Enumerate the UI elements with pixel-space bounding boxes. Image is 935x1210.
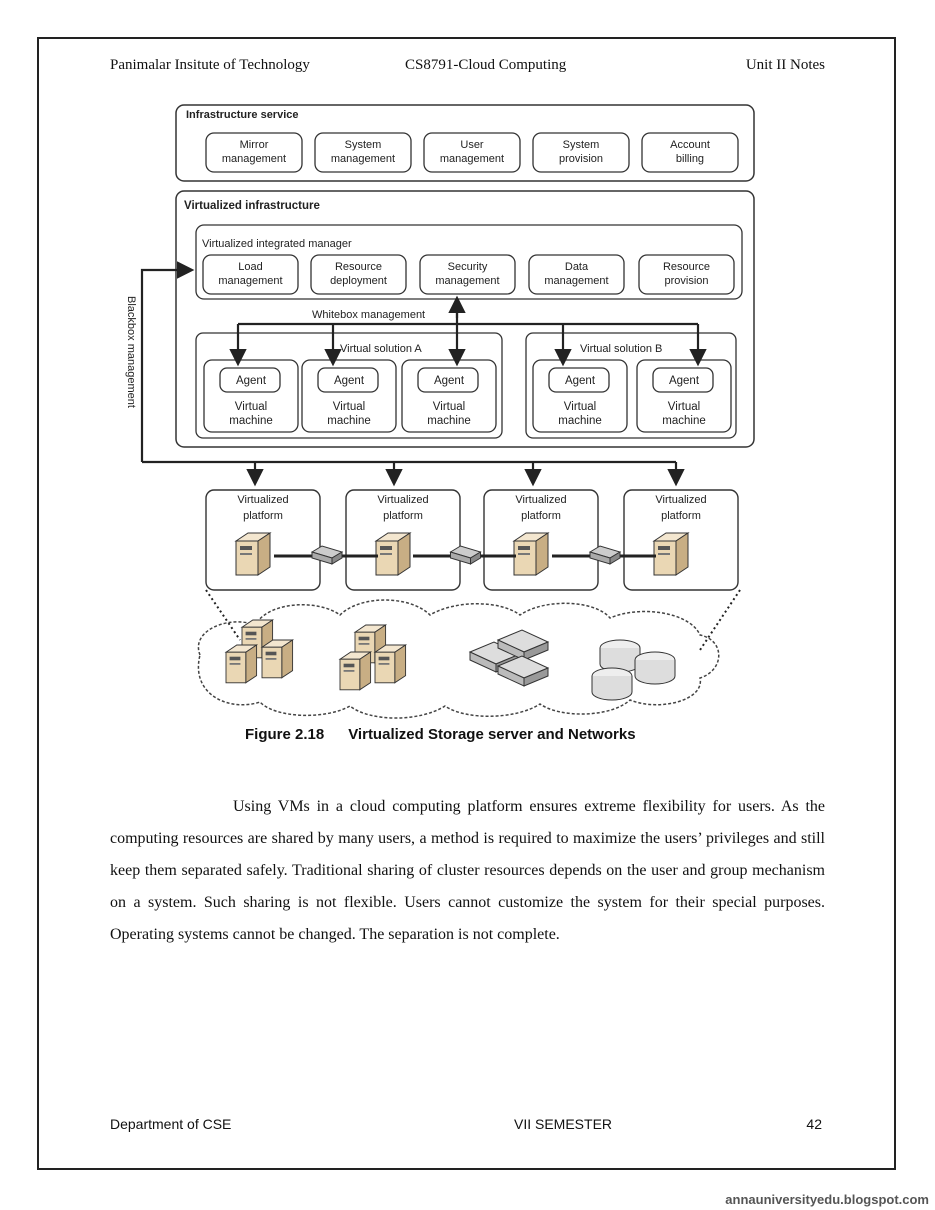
platform-label-line-1: Virtualized bbox=[515, 494, 567, 506]
vm-label-line-1: Virtual bbox=[332, 401, 366, 413]
agent-label: Agent bbox=[235, 375, 267, 387]
vm-label-line-1: Virtual bbox=[667, 401, 701, 413]
agent-label: Agent bbox=[564, 375, 596, 387]
infra-service-item-1 bbox=[206, 133, 302, 172]
platform-label-line-2: platform bbox=[383, 510, 423, 522]
infra-service-item-5-line-1: Account bbox=[670, 139, 710, 151]
server-icon bbox=[375, 645, 406, 683]
figure-title: Virtualized Storage server and Networks bbox=[348, 726, 636, 743]
manager-item-5 bbox=[639, 255, 734, 294]
server-icon bbox=[236, 533, 270, 575]
vm-label-line-1: Virtual bbox=[563, 401, 597, 413]
header-unit: Unit II Notes bbox=[745, 57, 825, 73]
network-switch-icon bbox=[312, 546, 342, 564]
server-icon bbox=[340, 652, 371, 690]
body-text bbox=[110, 791, 825, 951]
infra-service-item-2-line-1: System bbox=[344, 139, 382, 151]
vm-label-line-2: machine bbox=[427, 415, 471, 427]
manager-item-1 bbox=[203, 255, 298, 294]
network-switch-icon bbox=[590, 546, 620, 564]
server-icon bbox=[514, 533, 548, 575]
manager-item-5-line-2: provision bbox=[664, 275, 709, 287]
agent-label: Agent bbox=[433, 375, 465, 387]
virtual-machine-1 bbox=[204, 360, 298, 432]
infra-service-item-5-line-2: billing bbox=[675, 153, 705, 165]
blackbox-label: Blackbox management bbox=[125, 296, 137, 408]
header-institute: Panimalar Insitute of Technology bbox=[110, 57, 310, 73]
manager-item-1-line-2: management bbox=[218, 275, 283, 287]
manager-item-2-line-2: deployment bbox=[330, 275, 387, 287]
footer-department: Department of CSE bbox=[110, 1116, 232, 1132]
server-icon bbox=[376, 533, 410, 575]
vm-label-line-2: machine bbox=[327, 415, 371, 427]
figure-number: Figure 2.18 bbox=[245, 726, 325, 743]
platform-label-line-2: platform bbox=[521, 510, 561, 522]
figure-caption bbox=[245, 726, 636, 743]
manager-item-3-line-1: Security bbox=[447, 261, 488, 273]
virtual-machine-2 bbox=[302, 360, 396, 432]
virtualized-platform-1 bbox=[206, 490, 320, 590]
vm-label-line-1: Virtual bbox=[234, 401, 268, 413]
infra-service-item-4 bbox=[533, 133, 629, 172]
virtual-machine-3 bbox=[402, 360, 496, 432]
infra-service-item-2-line-2: management bbox=[330, 153, 396, 165]
virtualized-platform-2 bbox=[346, 490, 460, 590]
platform-label-line-1: Virtualized bbox=[655, 494, 707, 506]
manager-item-1-line-1: Load bbox=[238, 261, 263, 273]
infra-service-item-4-line-2: provision bbox=[558, 153, 604, 165]
platform-label-line-1: Virtualized bbox=[377, 494, 429, 506]
storage-disks-icon bbox=[592, 640, 675, 700]
infra-service-item-3-line-2: management bbox=[439, 153, 505, 165]
platform-label-line-2: platform bbox=[243, 510, 283, 522]
infra-service-item-3 bbox=[424, 133, 520, 172]
vm-label-line-2: machine bbox=[662, 415, 706, 427]
infra-service-item-3-line-1: User bbox=[460, 139, 484, 151]
virtualized-platform-4 bbox=[624, 490, 738, 590]
infra-service-title: Infrastructure service bbox=[186, 109, 299, 121]
platform-label-line-2: platform bbox=[661, 510, 701, 522]
vm-label-line-2: machine bbox=[229, 415, 273, 427]
server-icon bbox=[262, 640, 293, 678]
manager-item-4-line-2: management bbox=[544, 275, 609, 287]
agent-label: Agent bbox=[333, 375, 365, 387]
virt-infra-title: Virtualized infrastructure bbox=[184, 200, 320, 212]
footer-page-number: 42 bbox=[806, 1116, 822, 1132]
virt-manager-title: Virtualized integrated manager bbox=[202, 238, 352, 250]
manager-item-4-line-1: Data bbox=[564, 261, 589, 273]
manager-item-2 bbox=[311, 255, 406, 294]
vm-label-line-2: machine bbox=[558, 415, 602, 427]
header-course: CS8791-Cloud Computing bbox=[405, 57, 567, 73]
infra-service-item-4-line-1: System bbox=[562, 139, 600, 151]
network-switch-icon bbox=[451, 546, 481, 564]
infra-service-item-2 bbox=[315, 133, 411, 172]
manager-item-4 bbox=[529, 255, 624, 294]
manager-item-3-line-2: management bbox=[435, 275, 500, 287]
agent-label: Agent bbox=[668, 375, 700, 387]
virtualized-platform-3 bbox=[484, 490, 598, 590]
vm-label-line-1: Virtual bbox=[432, 401, 466, 413]
footer-semester: VII SEMESTER bbox=[514, 1116, 613, 1132]
manager-item-5-line-1: Resource bbox=[662, 261, 711, 273]
infra-service-item-1-line-1: Mirror bbox=[239, 139, 269, 151]
manager-item-3 bbox=[420, 255, 515, 294]
server-icon bbox=[654, 533, 688, 575]
solution-a-title: Virtual solution A bbox=[340, 343, 422, 355]
platform-label-line-1: Virtualized bbox=[237, 494, 289, 506]
server-icon bbox=[226, 645, 257, 683]
virtual-machine-5 bbox=[637, 360, 731, 432]
manager-item-2-line-1: Resource bbox=[334, 261, 383, 273]
virtual-machine-4 bbox=[533, 360, 627, 432]
infra-service-item-1-line-2: management bbox=[221, 153, 287, 165]
solution-b-title: Virtual solution B bbox=[580, 343, 663, 355]
body-paragraph: Using VMs in a cloud computing platform ensures extreme flexibility for users. As the computing resources are shared by many users, a method is required to maximize the users’ privileges and still keep them separated safely. Traditional sharing of cluster resources depends on the user and group mechanism on a system. Such sharing is not flexible. Users cannot customize the system for their special purposes. Operating systems cannot be changed. The separation is not complete. bbox=[110, 798, 825, 943]
infra-service-item-5 bbox=[642, 133, 738, 172]
watermark: annauniversityedu.blogspot.com bbox=[725, 1192, 929, 1207]
whitebox-label: Whitebox management bbox=[312, 309, 426, 321]
